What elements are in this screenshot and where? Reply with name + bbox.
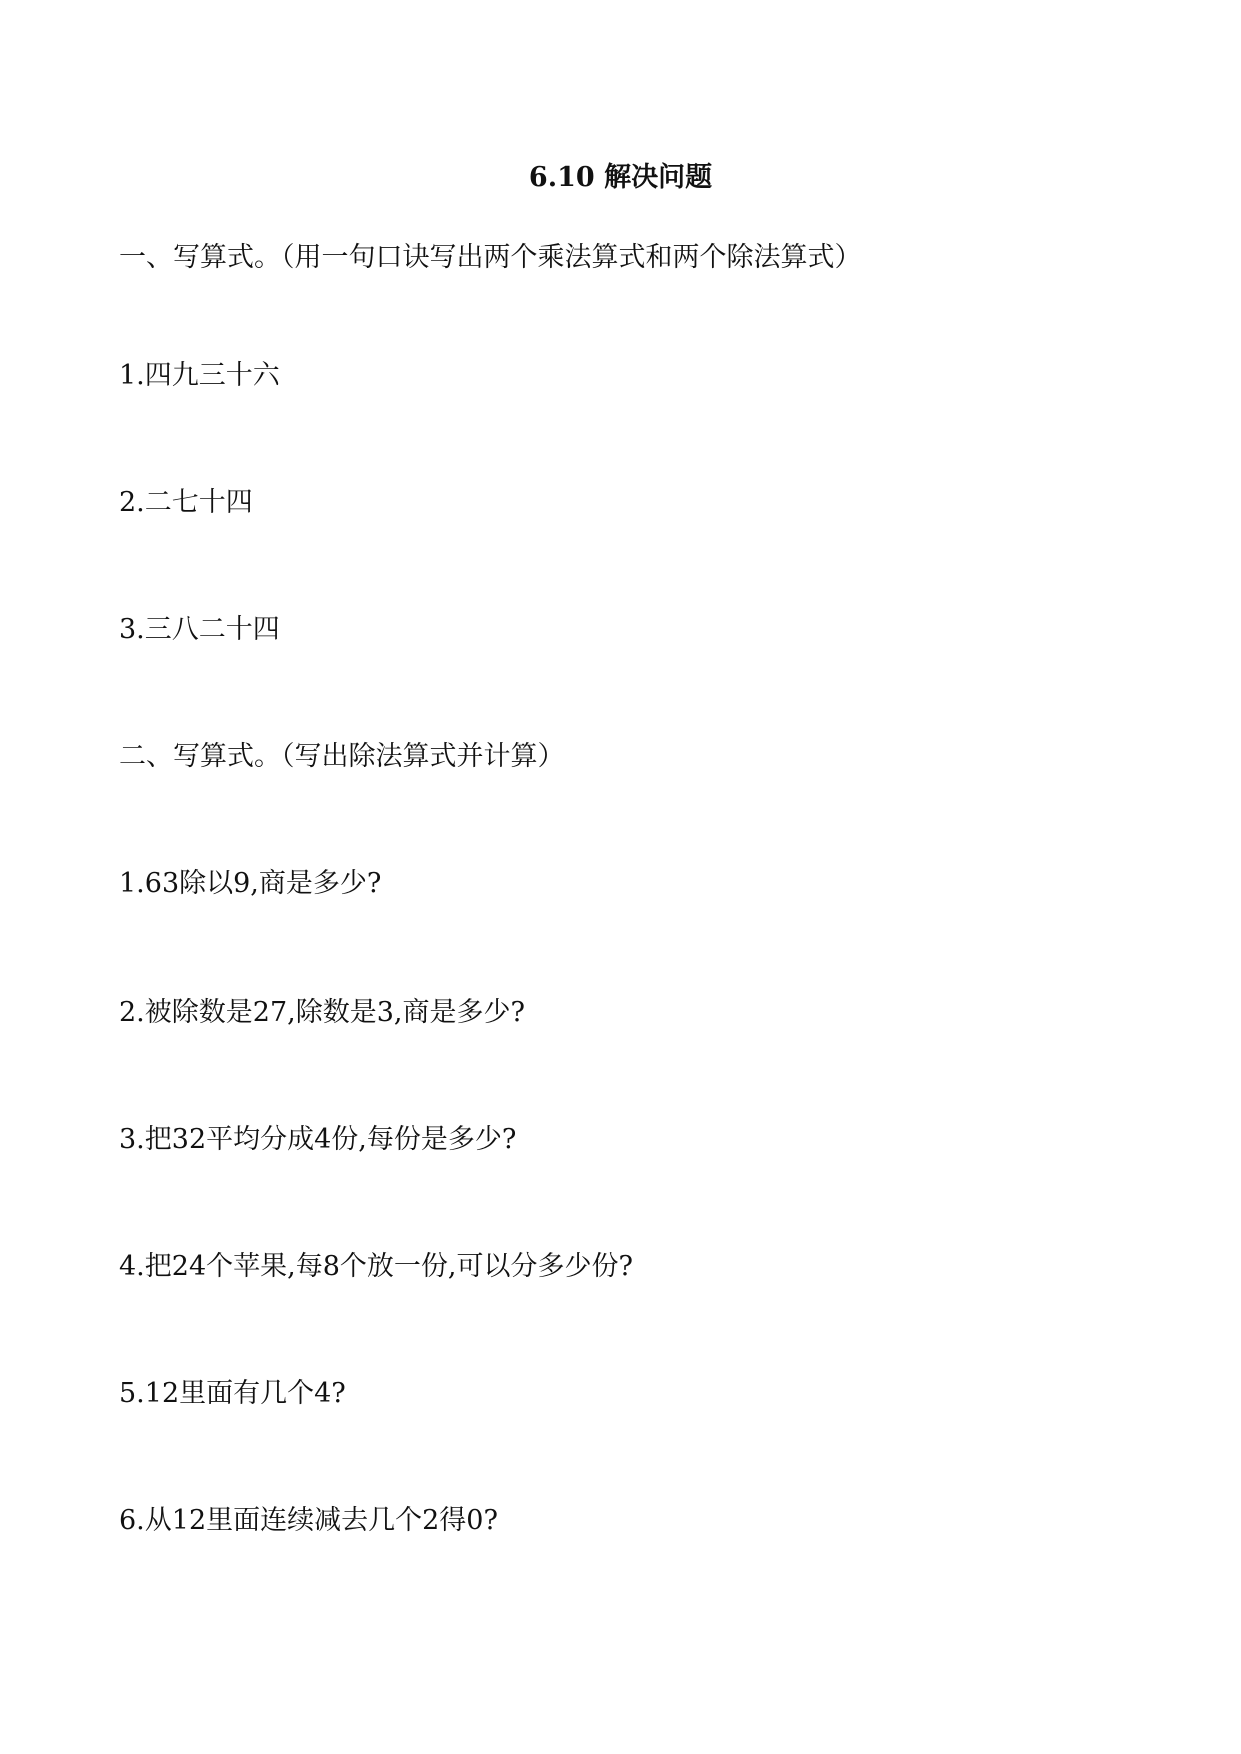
section-1-item-2: 2.二七十四 — [119, 487, 253, 518]
page-title: 6.10 解决问题 — [528, 162, 713, 193]
section-2-item-4: 4.把24个苹果,每8个放一份,可以分多少份? — [119, 1251, 633, 1282]
section-2-heading: 二、写算式。（写出除法算式并计算） — [119, 741, 565, 772]
section-1-item-3: 3.三八二十四 — [119, 614, 280, 645]
section-1-item-1: 1.四九三十六 — [119, 360, 280, 391]
section-1-heading: 一、写算式。（用一句口诀写出两个乘法算式和两个除法算式） — [119, 242, 862, 273]
section-2-item-2: 2.被除数是27,除数是3,商是多少? — [119, 997, 525, 1028]
section-2-item-1: 1.63除以9,商是多少? — [119, 868, 382, 899]
section-2-item-3: 3.把32平均分成4份,每份是多少? — [119, 1124, 517, 1155]
section-2-item-5: 5.12里面有几个4? — [119, 1378, 346, 1409]
section-2-item-6: 6.从12里面连续减去几个2得0? — [119, 1505, 498, 1536]
